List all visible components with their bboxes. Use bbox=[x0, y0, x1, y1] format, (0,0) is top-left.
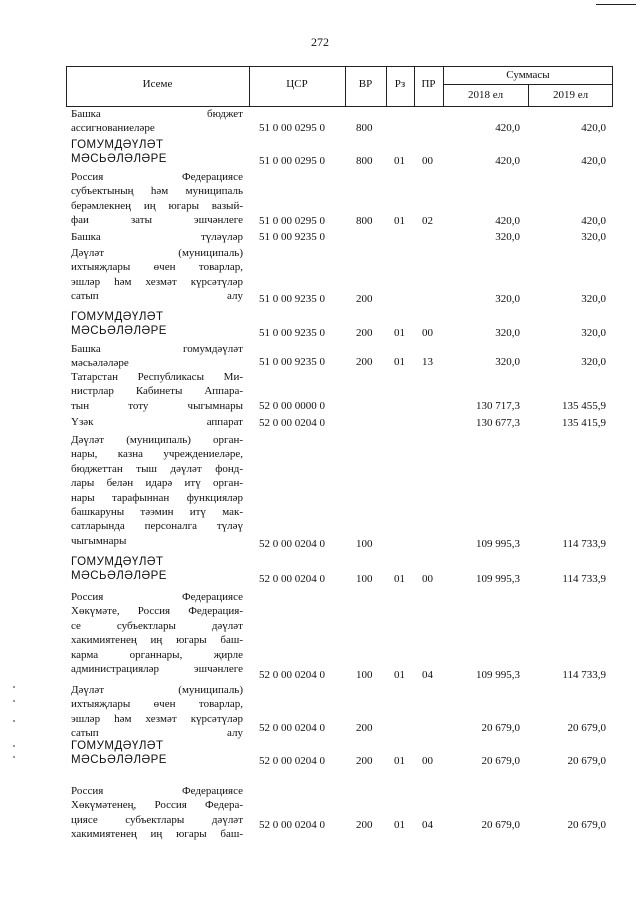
row-amount-2018: 420,0 bbox=[495, 215, 520, 227]
table-row bbox=[0, 555, 640, 586]
row-vr: 200 bbox=[356, 327, 373, 339]
header-name: Исеме bbox=[142, 78, 173, 90]
row-name: Башка гомумдәүләт мәсьәләләре bbox=[71, 343, 243, 370]
row-csr: 51 0 00 0295 0 bbox=[259, 155, 325, 167]
row-rz: 01 bbox=[394, 215, 405, 227]
row-name: ГОМУМДӘҮЛӘТ МӘСЬӘЛӘЛӘРЕ bbox=[71, 311, 167, 338]
row-rz: 01 bbox=[394, 155, 405, 167]
row-name: Дәүләт (муниципаль) ихтыяҗлары өчен товарлар, эшләр һәм хезмәт күрсәтүләр сатып алу bbox=[71, 684, 243, 740]
row-amount-2019: 20 679,0 bbox=[567, 755, 606, 767]
table-row bbox=[0, 433, 640, 551]
row-amount-2019: 420,0 bbox=[581, 155, 606, 167]
table-row bbox=[0, 739, 640, 768]
table-row bbox=[0, 230, 640, 244]
row-amount-2018: 20 679,0 bbox=[481, 819, 520, 831]
row-csr: 52 0 00 0204 0 bbox=[259, 669, 325, 681]
row-name: Үзәк аппарат bbox=[71, 416, 243, 428]
row-vr: 100 bbox=[356, 538, 373, 550]
table-row bbox=[0, 370, 640, 413]
row-amount-2019: 320,0 bbox=[581, 231, 606, 243]
row-rz: 01 bbox=[394, 573, 405, 585]
table-row bbox=[0, 342, 640, 369]
table-row bbox=[0, 138, 640, 168]
row-amount-2018: 109 995,3 bbox=[476, 573, 520, 585]
table-row bbox=[0, 246, 640, 306]
header-rz: Рз bbox=[394, 78, 406, 90]
row-name: Россия Федерациясе Хөкүмәте, Россия Федерация- се субъектлары дәүләт хакимиятенең иң югары баш- карма органнары, җирле администрацияләр эшчәнлеге bbox=[71, 591, 243, 676]
row-amount-2019: 420,0 bbox=[581, 122, 606, 134]
table-row bbox=[0, 683, 640, 740]
table-row bbox=[0, 415, 640, 430]
row-vr: 800 bbox=[356, 155, 373, 167]
row-name: Россия Федерациясе субъектының һәм муниципаль берәмлекнең иң югары вазый- фаи заты эшчәнлеге bbox=[71, 171, 243, 227]
header-vr: ВР bbox=[358, 78, 373, 90]
row-vr: 200 bbox=[356, 293, 373, 305]
row-amount-2018: 130 717,3 bbox=[476, 400, 520, 412]
row-amount-2019: 20 679,0 bbox=[567, 722, 606, 734]
table-row bbox=[0, 590, 640, 682]
row-pr: 04 bbox=[422, 819, 433, 831]
row-vr: 200 bbox=[356, 356, 373, 368]
row-csr: 52 0 00 0204 0 bbox=[259, 819, 325, 831]
row-amount-2018: 420,0 bbox=[495, 155, 520, 167]
row-amount-2018: 109 995,3 bbox=[476, 669, 520, 681]
row-amount-2019: 114 733,9 bbox=[562, 669, 606, 681]
row-csr: 51 0 00 9235 0 bbox=[259, 327, 325, 339]
row-vr: 200 bbox=[356, 755, 373, 767]
row-vr: 100 bbox=[356, 669, 373, 681]
row-pr: 00 bbox=[422, 327, 433, 339]
row-rz: 01 bbox=[394, 356, 405, 368]
row-amount-2018: 20 679,0 bbox=[481, 722, 520, 734]
row-pr: 02 bbox=[422, 215, 433, 227]
row-csr: 51 0 00 0295 0 bbox=[259, 122, 325, 134]
row-amount-2019: 20 679,0 bbox=[567, 819, 606, 831]
row-pr: 00 bbox=[422, 755, 433, 767]
row-amount-2019: 320,0 bbox=[581, 327, 606, 339]
row-amount-2018: 20 679,0 bbox=[481, 755, 520, 767]
row-rz: 01 bbox=[394, 669, 405, 681]
row-pr: 00 bbox=[422, 155, 433, 167]
row-amount-2019: 114 733,9 bbox=[562, 573, 606, 585]
row-amount-2019: 135 455,9 bbox=[562, 400, 606, 412]
row-rz: 01 bbox=[394, 819, 405, 831]
row-vr: 800 bbox=[356, 215, 373, 227]
row-name: ГОМУМДӘҮЛӘТ МӘСЬӘЛӘЛӘРЕ bbox=[71, 556, 167, 583]
row-vr: 800 bbox=[356, 122, 373, 134]
row-csr: 52 0 00 0204 0 bbox=[259, 573, 325, 585]
row-csr: 51 0 00 9235 0 bbox=[259, 293, 325, 305]
row-vr: 200 bbox=[356, 819, 373, 831]
table-row bbox=[0, 784, 640, 841]
row-amount-2019: 420,0 bbox=[581, 215, 606, 227]
row-amount-2019: 320,0 bbox=[581, 293, 606, 305]
row-name: Башка түләүләр bbox=[71, 231, 243, 243]
row-name: Дәүләт (муниципаль) ихтыяҗлары өчен товарлар, эшләр һәм хезмәт күрсәтүләр сатып алу bbox=[71, 247, 243, 303]
header-pr: ПР bbox=[421, 78, 436, 90]
row-name: ГОМУМДӘҮЛӘТ МӘСЬӘЛӘЛӘРЕ bbox=[71, 139, 167, 166]
row-amount-2018: 130 677,3 bbox=[476, 417, 520, 429]
table-row bbox=[0, 310, 640, 340]
row-csr: 52 0 00 0204 0 bbox=[259, 755, 325, 767]
row-csr: 52 0 00 0000 0 bbox=[259, 400, 325, 412]
table-row bbox=[0, 170, 640, 228]
row-csr: 52 0 00 0204 0 bbox=[259, 722, 325, 734]
row-csr: 51 0 00 9235 0 bbox=[259, 231, 325, 243]
row-amount-2018: 109 995,3 bbox=[476, 538, 520, 550]
row-rz: 01 bbox=[394, 327, 405, 339]
row-csr: 52 0 00 0204 0 bbox=[259, 417, 325, 429]
row-amount-2018: 320,0 bbox=[495, 356, 520, 368]
row-csr: 51 0 00 0295 0 bbox=[259, 215, 325, 227]
row-pr: 04 bbox=[422, 669, 433, 681]
row-name: Россия Федерациясе Хөкүмәтенең, Россия Федера- циясе субъектлары дәүләт хакимиятенең иң югары баш- bbox=[71, 785, 243, 841]
row-name: Татарстан Республикасы Ми- нистрлар Кабинеты Аппара- тын тоту чыгымнары bbox=[71, 371, 243, 412]
row-vr: 200 bbox=[356, 722, 373, 734]
row-name: Дәүләт (муниципаль) орган- нары, казна учреждениеләре, бюджеттан тыш дәүләт фонд- лары белән идарә итү орган- нары тарафыннан функцияләр башкаруны тәэмин итү мак- сатларында персоналга түләү чыгымнары bbox=[71, 434, 243, 547]
row-amount-2019: 135 415,9 bbox=[562, 417, 606, 429]
table-row bbox=[0, 107, 640, 135]
row-csr: 51 0 00 9235 0 bbox=[259, 356, 325, 368]
row-name: Башка бюджет ассигнованиеләре bbox=[71, 108, 243, 135]
row-amount-2018: 320,0 bbox=[495, 327, 520, 339]
row-amount-2018: 420,0 bbox=[495, 122, 520, 134]
header-year-2019: 2019 ел bbox=[552, 89, 589, 101]
row-amount-2018: 320,0 bbox=[495, 293, 520, 305]
row-vr: 100 bbox=[356, 573, 373, 585]
row-pr: 00 bbox=[422, 573, 433, 585]
row-pr: 13 bbox=[422, 356, 433, 368]
row-name: ГОМУМДӘҮЛӘТ МӘСЬӘЛӘЛӘРЕ bbox=[71, 740, 167, 767]
page-number: 272 bbox=[311, 35, 329, 49]
row-rz: 01 bbox=[394, 755, 405, 767]
header-sums: Суммасы bbox=[506, 69, 550, 81]
row-amount-2018: 320,0 bbox=[495, 231, 520, 243]
row-amount-2019: 114 733,9 bbox=[562, 538, 606, 550]
header-year-2018: 2018 ел bbox=[467, 89, 504, 101]
row-amount-2019: 320,0 bbox=[581, 356, 606, 368]
row-csr: 52 0 00 0204 0 bbox=[259, 538, 325, 550]
header-csr: ЦСР bbox=[286, 78, 308, 90]
